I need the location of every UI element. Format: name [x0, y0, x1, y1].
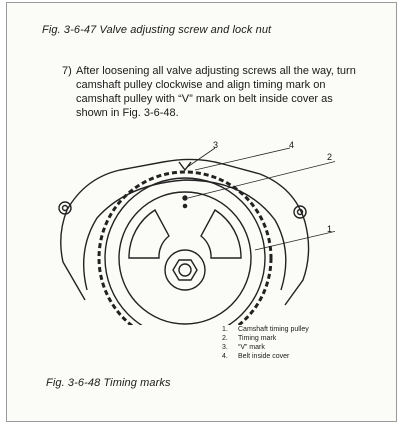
cover-and-pulley-drawing — [59, 159, 309, 325]
callout-label-1: 1 — [327, 224, 333, 234]
legend-item — [222, 325, 309, 334]
cover-bolt-left — [59, 202, 71, 214]
callout-label-4: 4 — [289, 140, 295, 150]
legend-number: 3. — [222, 344, 228, 351]
step-number: 7) — [62, 65, 72, 77]
legend-number: 1. — [222, 326, 228, 333]
step-text: After loosening all valve adjusting screws all the way, turn camshaft pulley clockwise and align timing mark on camshaft pulley with “V” mark on belt inside cover as shown in Fig. 3-6-48. — [76, 65, 356, 119]
instruction-step — [62, 64, 362, 120]
hub-hex-bolt — [173, 260, 197, 280]
camshaft-pulley-teeth — [99, 172, 271, 325]
figure-caption-top: Fig. 3-6-47 Valve adjusting screw and lock nut — [42, 24, 272, 36]
legend-item — [222, 352, 309, 361]
timing-mark — [183, 196, 187, 200]
belt-inside-cover-outline — [61, 159, 309, 305]
hub-bolt-center — [179, 264, 191, 276]
legend-label: Camshaft timing pulley — [238, 326, 309, 333]
legend-item — [222, 343, 309, 352]
callout-label-2: 2 — [327, 152, 333, 162]
cover-bolt-left-hole — [63, 206, 68, 211]
pulley-hub — [165, 250, 205, 290]
legend-number: 2. — [222, 335, 228, 342]
leader-2 — [188, 160, 335, 198]
pulley-window-left — [129, 210, 169, 258]
legend-item — [222, 334, 309, 343]
legend-number: 4. — [222, 353, 228, 360]
leader-4 — [195, 148, 290, 170]
legend-label: Timing mark — [238, 335, 277, 342]
leader-3 — [186, 148, 215, 168]
figure-caption-bottom: Fig. 3-6-48 Timing marks — [46, 377, 171, 389]
callout-label-3: 3 — [213, 140, 219, 150]
legend-label: “V” mark — [238, 344, 265, 351]
callout-leaders — [186, 148, 335, 250]
figure-legend — [222, 325, 309, 361]
timing-marks-diagram — [45, 140, 335, 325]
legend-label: Belt inside cover — [238, 353, 290, 360]
timing-mark-dot — [183, 204, 186, 207]
pulley-window-right — [201, 210, 241, 258]
